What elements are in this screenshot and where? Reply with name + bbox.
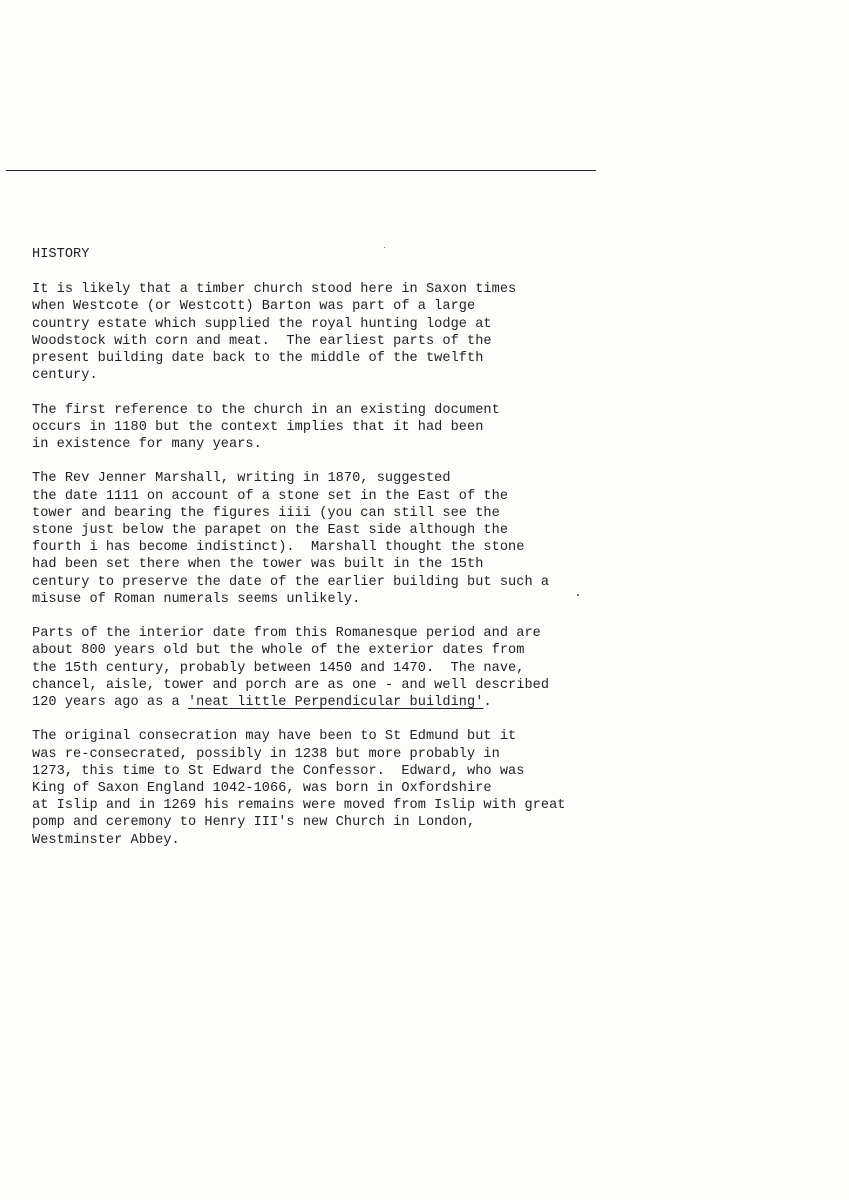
text-line: Woodstock with corn and meat. The earliest parts of the (32, 333, 492, 349)
text-line: present building date back to the middle of the twelfth (32, 351, 484, 367)
text-line: chancel, aisle, tower and porch are as one - and well described (32, 677, 550, 693)
scan-speck (577, 594, 579, 596)
text-line: King of Saxon England 1042-1066, was born in Oxfordshire (32, 781, 492, 797)
text-line: when Westcote (or Westcott) Barton was part of a large (32, 299, 476, 315)
horizontal-rule (6, 170, 596, 171)
text-line-suffix: . (483, 695, 492, 711)
text-line: misuse of Roman numerals seems unlikely. (32, 591, 361, 607)
text-line: 1273, this time to St Edward the Confessor. Edward, who was (32, 763, 525, 779)
text-line: the 15th century, probably between 1450 and 1470. The nave, (32, 660, 525, 676)
text-line: century to preserve the date of the earlier building but such a (32, 574, 550, 590)
paragraph-saxon-origins (32, 281, 832, 384)
text-line: The original consecration may have been to St Edmund but it (32, 729, 517, 745)
text-line: tower and bearing the figures iiii (you can still see the (32, 505, 500, 521)
text-line: stone just below the parapet on the East side although the (32, 523, 509, 539)
text-line: about 800 years old but the whole of the exterior dates from (32, 643, 525, 659)
paragraph-romanesque (32, 625, 832, 711)
text-line: at Islip and in 1269 his remains were moved from Islip with great (32, 798, 566, 814)
text-line: century. (32, 368, 98, 384)
underlined-quote: 'neat little Perpendicular building' (187, 695, 484, 711)
text-line-prefix: 120 years ago as a (32, 695, 188, 711)
text-line (32, 694, 832, 711)
text-line: The Rev Jenner Marshall, writing in 1870, suggested (32, 471, 451, 487)
text-line: country estate which supplied the royal hunting lodge at (32, 316, 492, 332)
paragraph-jenner-marshall (32, 470, 832, 608)
text-line: The first reference to the church in an existing document (32, 402, 500, 418)
text-line: was re-consecrated, possibly in 1238 but more probably in (32, 746, 500, 762)
text-line: the date 1111 on account of a stone set in the East of the (32, 488, 509, 504)
text-line: had been set there when the tower was built in the 15th (32, 557, 484, 573)
scan-speck (384, 247, 385, 248)
text-line: occurs in 1180 but the context implies that it had been (32, 419, 484, 435)
text-line: Westminster Abbey. (32, 832, 180, 848)
text-line: Parts of the interior date from this Romanesque period and are (32, 626, 541, 642)
paragraph-first-reference (32, 402, 832, 454)
text-line: in existence for many years. (32, 437, 262, 453)
history-text-block (32, 246, 832, 866)
text-line: It is likely that a timber church stood here in Saxon times (32, 282, 517, 298)
text-line: fourth i has become indistinct). Marshall thought the stone (32, 540, 525, 556)
section-heading: HISTORY (32, 247, 90, 262)
paragraph-consecration (32, 728, 832, 848)
text-line: pomp and ceremony to Henry III's new Church in London, (32, 815, 476, 831)
